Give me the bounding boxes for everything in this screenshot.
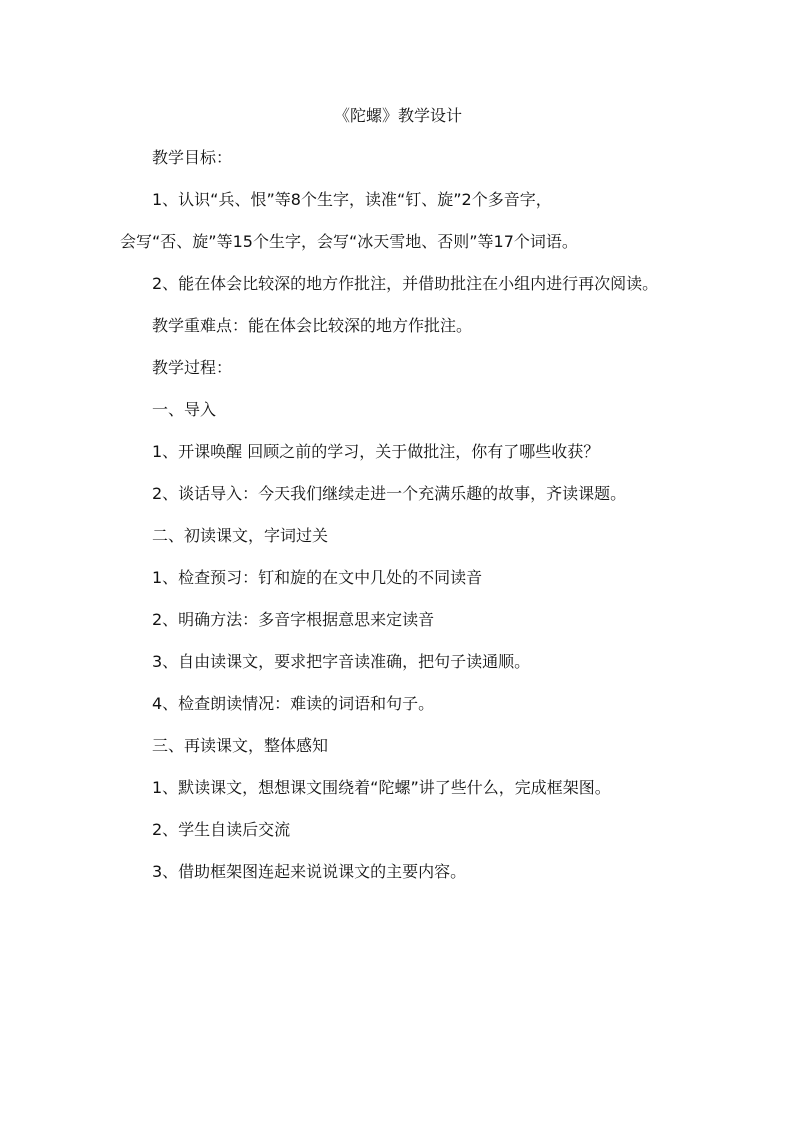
document-body [120, 95, 676, 893]
first-reading-item-3: 3、自由读课文，要求把字音读准确，把句子读通顺。 [152, 652, 531, 671]
document-title: 《陀螺》教学设计 [333, 106, 462, 125]
second-reading-item-1: 1、默读课文，想想课文围绕着“陀螺”讲了些什么，完成框架图。 [152, 778, 611, 797]
goal-1-line-2: 会写“否、旋”等15个生字，会写“冰天雪地、否则”等17个词语。 [120, 232, 578, 251]
second-reading-item-3: 3、借助框架图连起来说说课文的主要内容。 [152, 862, 467, 881]
goal-2: 2、能在体会比较深的地方作批注，并借助批注在小组内进行再次阅读。 [152, 274, 659, 293]
step-heading-intro: 一、导入 [152, 400, 217, 419]
step-heading-first-reading: 二、初读课文，字词过关 [152, 526, 329, 545]
first-reading-item-4: 4、检查朗读情况：难读的词语和句子。 [152, 694, 435, 713]
intro-item-2: 2、谈话导入：今天我们继续走进一个充满乐趣的故事，齐读课题。 [152, 484, 627, 503]
goal-1-line-1: 1、认识“兵、恨”等8个生字，读准“钉、旋”2个多音字， [152, 190, 552, 209]
section-heading-goals: 教学目标： [152, 148, 233, 167]
section-heading-process: 教学过程： [152, 358, 233, 377]
first-reading-item-1: 1、检查预习：钉和旋的在文中几处的不同读音 [152, 568, 483, 587]
second-reading-item-2: 2、学生自读后交流 [152, 820, 291, 839]
first-reading-item-2: 2、明确方法：多音字根据意思来定读音 [152, 610, 435, 629]
step-heading-second-reading: 三、再读课文，整体感知 [152, 736, 329, 755]
intro-item-1: 1、开课唤醒 回顾之前的学习，关于做批注，你有了哪些收获？ [152, 442, 600, 461]
key-difficulty: 教学重难点：能在体会比较深的地方作批注。 [152, 316, 473, 335]
